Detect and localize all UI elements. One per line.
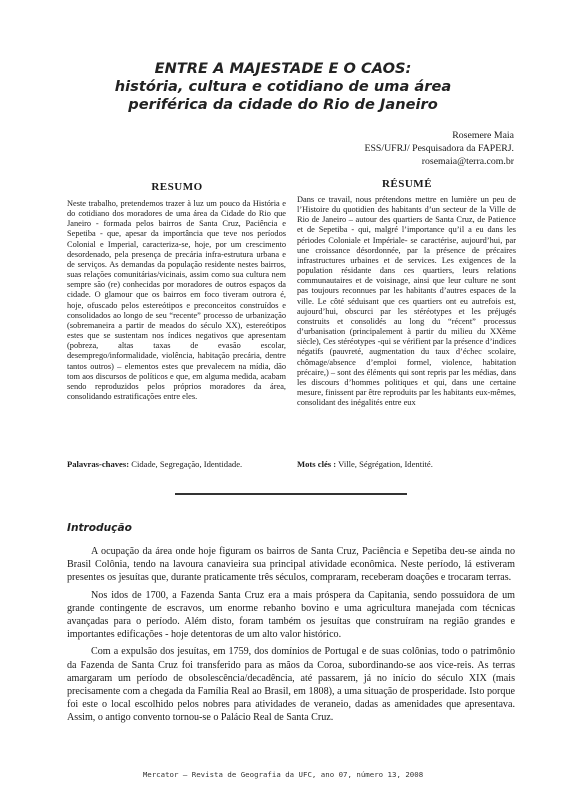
resumo-keywords-label: Palavras-chaves: bbox=[67, 459, 130, 469]
resume-keywords-label: Mots clés : bbox=[297, 459, 337, 469]
title-line-3: periférica da cidade do Rio de Janeiro bbox=[128, 96, 438, 113]
author-name: Rosemere Maia bbox=[452, 130, 514, 141]
resume-heading: RÉSUMÉ bbox=[381, 178, 433, 190]
author-block bbox=[364, 130, 514, 168]
resumo-keywords-value: Cidade, Segregação, Identidade. bbox=[131, 459, 243, 469]
author-affiliation: ESS/UFRJ/ Pesquisadora da FAPERJ. bbox=[364, 142, 514, 154]
resumo-text: Neste trabalho, pretendemos trazer à luz um pouco da História e do cotidiano dos moradores de uma área da Cidade do Rio que Janeiro - formada pelos bairros de Santa Cruz, Paciência e Sepetiba - que, apesar da importância que teve nos períodos Colonial e Imperial, caracteriza-se, hoje, por um crescimento desordenado, pela presença de precária infra-estrutura urbana e de serviços. As demandas da população residente nestes bairros, suas relações comunitárias/vicinais, assim como sua cultura nem sempre são (re) conhecidas por moradores de outros espaços da cidade. O glamour que os bairros em foco tiveram outrora é, hoje, ofuscado pelos estereótipos e preconceitos construídos e consolidados ao longo de seu “recente” processo de urbanização (sobremaneira a partir de meados do século XX), estereótipos estes que se sustentam nos índices negativos que apresentam (pobreza, altas taxas de evasão escolar, desemprego/informalidade, violência, habitação precária, dentre tantos outros) – elementos estes que prevalecem na mídia, dão tom aos discursos de políticos e que, em alguma medida, acabam sendo reproduzidos pelos próprios moradores da área, consolidando estratificações entre eles. bbox=[67, 199, 286, 401]
author-email[interactable]: rosemaia@terra.com.br bbox=[421, 155, 514, 167]
intro-paragraph: A ocupação da área onde hoje figuram os bairros de Santa Cruz, Paciência e Sepetiba deu-se ainda no Brasil Colônia, tendo na lavoura canavieira sua principal atividade econômica. Neste período, lá estiveram presentes os jesuítas que, durante praticamente três séculos, compraram, receberam doações e trocaram terras. bbox=[67, 546, 515, 584]
section-divider bbox=[175, 493, 407, 495]
resumo-heading: RESUMO bbox=[151, 181, 203, 193]
resume-text: Dans ce travail, nous prétendons mettre en lumière un peu de l’Histoire du quotidien des habitants d’un secteur de la Ville de Rio de Janeiro – autour des quartiers de Santa Cruz, de Patience et de Sepetiba - qui, malgré l’importance qu’il a eu dans les périodes Coloniale et Impériale- se caractérise, aujourd’hui, par une croissance désordonnée, par la présence de précaires infrastructures urbaines et de services. Les exigences de la population résidante dans ces quartiers, leurs relations communautaires et de voisinage, ainsi que leur culture ne sont pas toujours reconnues par les habitants d’autres espaces de la ville. Le côté séduisant que ces quartiers ont eu autrefois est, aujourd’hui, obscurci par les stéréotypes et les préjugés construits et consolidés au long du “récent” processus d’urbanisation (principalement à partir du milieu du XXème siècle), Ces stéréotypes -qui se vérifient par la présence d’indices négatifs (pauvreté, augmentation du taux d’échec scolaire, chômage/absence d’emploi formel, violence, habitation précaire,) – sont des éléments qui sont repris par les médias, dans les discours d’hommes politiques et qui, dans une certaine mesure, finissent par être reproduits par les habitants eux-mêmes, consolidant des inégalités entre eux bbox=[297, 195, 516, 408]
intro-paragraph: Nos idos de 1700, a Fazenda Santa Cruz era a mais próspera da Capitania, sendo possuidora de um grande contingente de escravos, um enorme rebanho bovino e uma agricultura manejada com técnicas avançadas para o período. Além disto, foram também os jesuítas que construíram na região grandes e importantes edificações - hoje detentoras de um alto valor histórico. bbox=[67, 589, 515, 641]
intro-heading: Introdução bbox=[67, 522, 132, 534]
resume-keywords-value: Ville, Ségrégation, Identité. bbox=[338, 459, 433, 469]
resume-keywords bbox=[297, 459, 516, 470]
resume-text-block bbox=[297, 195, 516, 408]
resumo-keywords bbox=[67, 459, 286, 470]
page-footer: Mercator – Revista de Geografia da UFC, ano 07, número 13, 2008 bbox=[142, 770, 424, 779]
intro-paragraph: Com a expulsão dos jesuítas, em 1759, dos domínios de Portugal e de suas colônias, todo o patrimônio da Fazenda de Santa Cruz foi transferido para as mãos da Coroa, subordinando-se aos vice-reis. As terras amargaram um período de obsolescência/decadência, até passarem, já no início do século XIX (mais precisamente com a chegada da Família Real ao Brasil, em 1808), a uma situação de prosperidade. Isto porque foi este o local escolhido pelos nobres para atividades de veraneio, dadas as amenidades que apresentava. Assim, o antigo convento tornou-se o Palácio Real de Santa Cruz. bbox=[67, 646, 515, 724]
page-title bbox=[0, 60, 566, 114]
title-line-1: ENTRE A MAJESTADE E O CAOS: bbox=[154, 60, 412, 77]
resumo-text-block bbox=[67, 199, 286, 402]
intro-body bbox=[67, 545, 515, 729]
title-line-2: história, cultura e cotidiano de uma área bbox=[114, 78, 452, 95]
